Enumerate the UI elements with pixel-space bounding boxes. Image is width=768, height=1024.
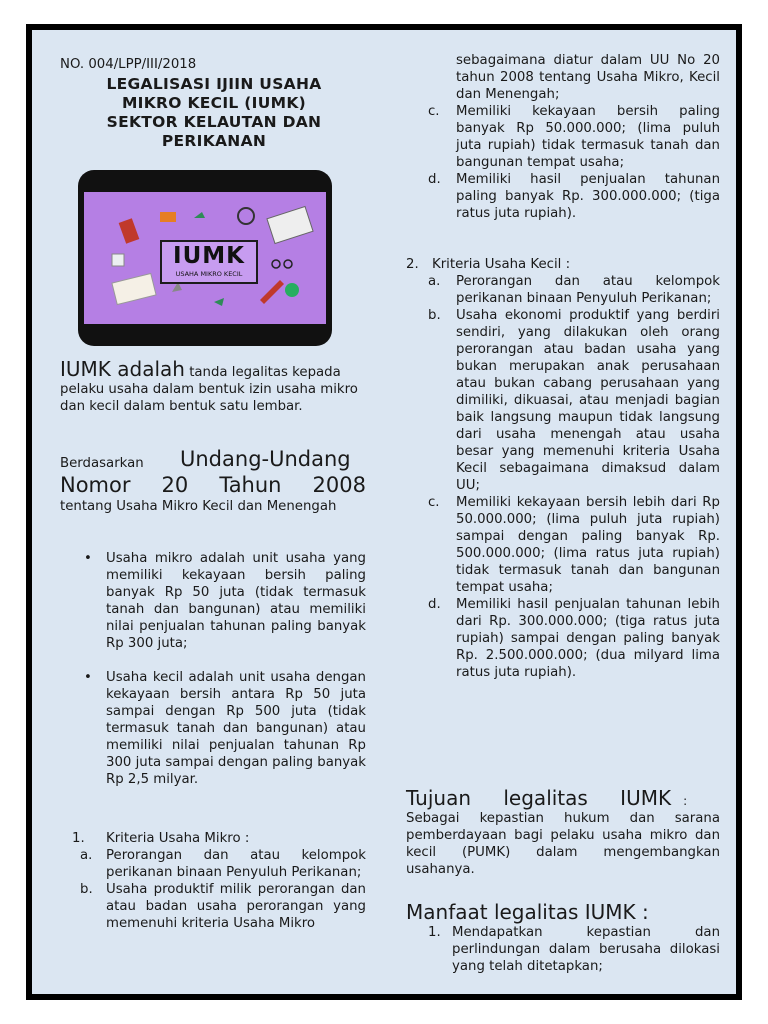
logo-text: IUMK (173, 243, 245, 269)
item-text: Perorangan dan atau kelompok perikanan binaan Penyuluh Perikanan; (456, 274, 720, 306)
intro-lead: IUMK adalah (60, 357, 185, 381)
kriteria-mikro-section (60, 830, 366, 932)
intro-paragraph (60, 358, 366, 415)
intro-text: tanda legalitas kepada pelaku usaha dalam bentuk izin usaha mikro dan kecil dalam bentuk satu lembar. (60, 365, 358, 414)
item-text: Usaha ekonomi produktif yang berdiri sendiri, yang dilakukan oleh orang perorangan atau badan usaha yang bukan merupakan anak perusahaan atau bukan cabang perusahaan yang dimiliki, dikuasai, atau menjadi bagian baik langsung maupun tidak langsung dari usaha menengah atau usaha besar yang memenuhi kriteria Usaha Kecil sebagaimana dimaksud dalam UU; (456, 308, 720, 493)
iumk-banner-image (78, 170, 332, 346)
item-text: Memiliki kekayaan bersih lebih dari Rp 50.000.000; (lima puluh juta rupiah) sampai dengan paling banyak Rp. 500.000.000; (lima ratus juta rupiah) tidak termasuk tanah dan bangunan tempat usaha; (456, 495, 720, 595)
list-letter: c. (428, 495, 440, 510)
list-number: 2. (406, 257, 419, 272)
law-paragraph (60, 446, 366, 515)
bullet-text: Usaha kecil adalah unit usaha dengan kekayaan bersih antara Rp 50 juta sampai dengan Rp 500 juta (tidak termasuk tanah dan bangunan) atau memiliki nilai penjualan tahunan Rp 300 juta sampai dengan paling banyak Rp 2,5 milyar. (106, 670, 366, 787)
bullet-text: Usaha mikro adalah unit usaha yang memiliki kekayaan bersih paling banyak Rp 50 juta (tidak termasuk tanah dan bangunan) atau memiliki nilai penjualan tahunan paling banyak Rp 300 juta; (106, 551, 366, 651)
manfaat-heading: Manfaat legalitas IUMK : (406, 900, 649, 924)
title-line: MIKRO KECIL (IUMK) (121, 94, 307, 112)
tujuan-colon: : (683, 794, 688, 808)
list-item (406, 171, 720, 222)
tujuan-heading (406, 786, 720, 810)
list-letter: a. (80, 848, 93, 863)
continuation-text: sebagaimana diatur dalam UU No 20 tahun 2008 tentang Usaha Mikro, Kecil dan Menengah; (456, 53, 720, 102)
kriteria-kecil-section (406, 256, 720, 681)
definition-list (60, 550, 366, 788)
list-letter: a. (428, 274, 441, 289)
item-text: Usaha produktif milik perorangan dan atau badan usaha perorangan yang memenuhi kriteria Usaha Mikro (106, 882, 366, 931)
list-item (406, 307, 720, 494)
list-letter: d. (428, 172, 441, 187)
list-item (60, 550, 366, 652)
document-title (84, 75, 344, 151)
title-line: SEKTOR KELAUTAN DAN (106, 113, 322, 131)
kriteria-kecil-heading (406, 256, 720, 273)
tujuan-section (406, 786, 720, 878)
list-item (406, 494, 720, 596)
law-rest: tentang Usaha Mikro Kecil dan Menengah (60, 499, 337, 514)
list-item (60, 881, 366, 932)
tujuan-text: Sebagai kepastian hukum dan sarana pemberdayaan bagi pelaku usaha mikro dan kecil (PUMK) dalam mengembangkan usahanya. (406, 811, 720, 877)
document-frame (26, 24, 742, 1000)
list-item (60, 669, 366, 788)
banner-panel (84, 192, 326, 324)
item-text: Mendapatkan kepastian dan perlindungan dalam berusaha dilokasi yang telah ditetapkan; (452, 925, 720, 974)
list-number: 1. (428, 925, 441, 940)
list-letter: b. (428, 308, 441, 323)
title-line: LEGALISASI IJIIN USAHA (106, 75, 322, 93)
bullet-icon: • (84, 670, 92, 685)
kriteria-mikro-heading (60, 830, 366, 847)
iumk-logo (160, 240, 258, 284)
item-text: Memiliki hasil penjualan tahunan lebih dari Rp. 300.000.000; (tiga ratus juta rupiah) sampai dengan paling banyak Rp. 2.500.000.000; (dua milyard lima ratus juta rupiah). (456, 597, 720, 680)
list-item (406, 273, 720, 307)
right-column-top (406, 52, 720, 222)
heading-text: Kriteria Usaha Kecil : (432, 257, 571, 272)
list-letter: c. (428, 104, 440, 119)
title-line: PERIKANAN (161, 132, 267, 150)
list-item (406, 103, 720, 171)
list-item (60, 847, 366, 881)
item-text: Perorangan dan atau kelompok perikanan binaan Penyuluh Perikanan; (106, 848, 366, 880)
list-letter: d. (428, 597, 441, 612)
list-item (406, 924, 720, 975)
law-name: Undang-Undang Nomor 20 Tahun 2008 (60, 447, 366, 497)
bullet-icon: • (84, 551, 92, 566)
list-number: 1. (72, 831, 85, 846)
document-number: NO. 004/LPP/III/2018 (60, 57, 197, 72)
item-text: Memiliki kekayaan bersih paling banyak Rp 50.000.000; (lima puluh juta rupiah) tidak termasuk tanah dan bangunan tempat usaha; (456, 104, 720, 170)
law-lead: Berdasarkan (60, 456, 144, 471)
leaflet-page (32, 30, 736, 994)
list-letter: b. (80, 882, 93, 897)
tujuan-heading-text: Tujuan legalitas IUMK (406, 786, 672, 810)
item-text: Memiliki hasil penjualan tahunan paling banyak Rp. 300.000.000; (tiga ratus juta rupiah). (456, 172, 720, 221)
logo-subtitle: USAHA MIKRO KECIL (175, 270, 243, 278)
heading-text: Kriteria Usaha Mikro : (106, 831, 250, 846)
list-item (406, 596, 720, 681)
manfaat-section (406, 900, 720, 975)
